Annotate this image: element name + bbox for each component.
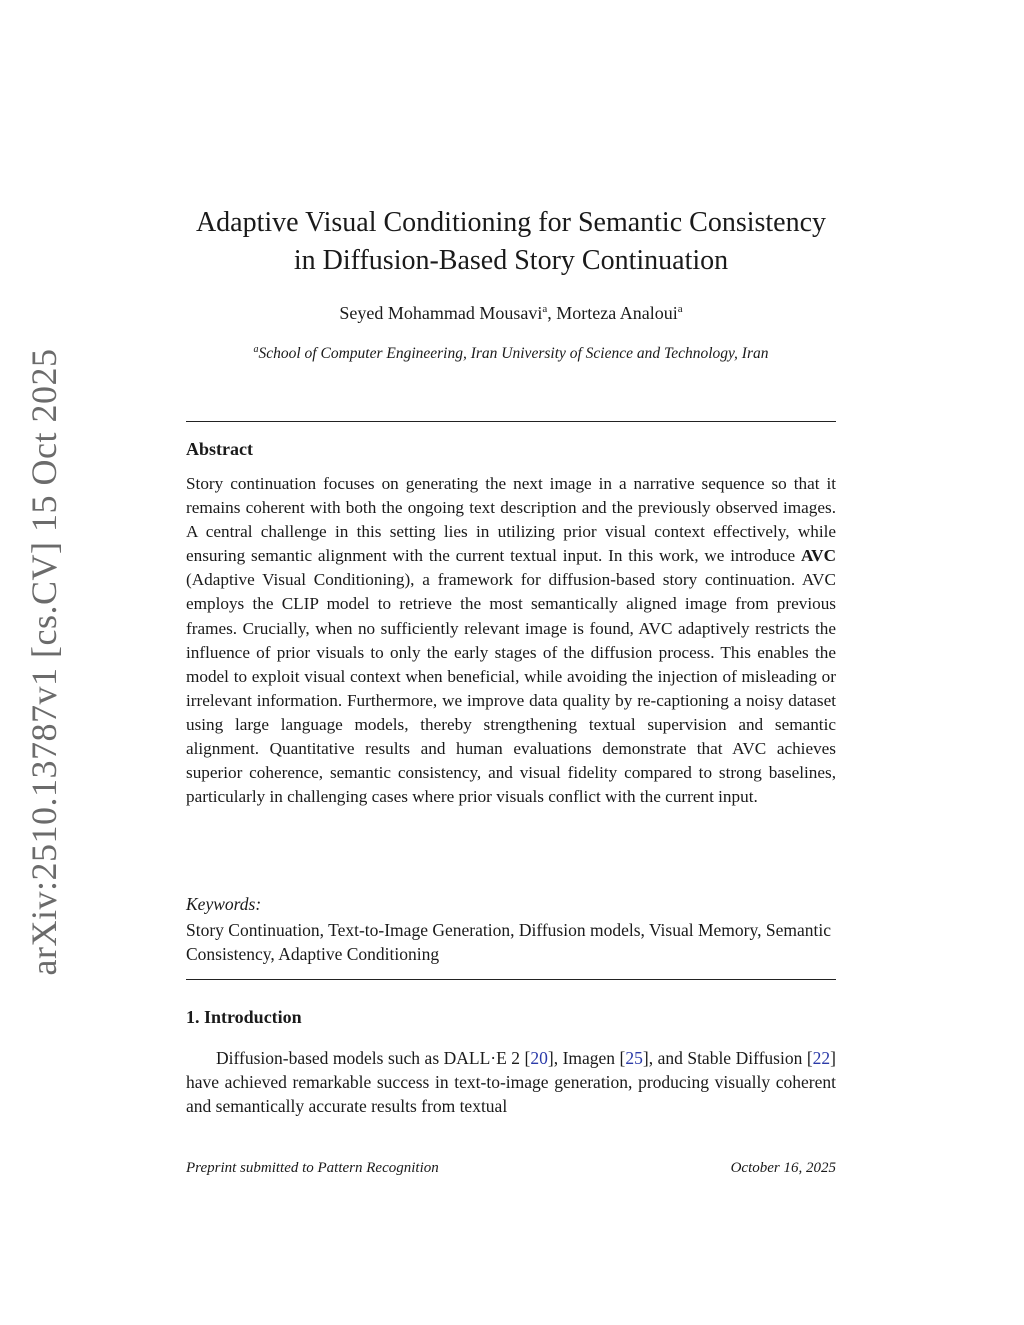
footer-date: October 16, 2025 [730,1160,836,1176]
paper-title [186,204,836,280]
author-name: Seyed Mohammad Mousavi [339,303,543,323]
affiliation-text: School of Computer Engineering, Iran University of Science and Technology, Iran [258,345,769,363]
section-heading: 1. Introduction [186,1007,302,1027]
affiliation-mark: a [542,303,548,315]
intro-text: ] have achieved remarkable success in text-to-image generation, producing visually coherent and semantically accurate results from textual [186,1048,836,1116]
abstract-text-part-2: (Adaptive Visual Conditioning), a framework for diffusion-based story continuation. AVC employs the CLIP model to retrieve the most semantically aligned image from previous frames. Crucially, when no sufficiently relevant image is found, AVC adaptively restricts the influence of prior visuals to only the early stages of the diffusion process. This enables the model to exploit visual context when beneficial, while avoiding the injection of misleading or irrelevant information. Furthermore, we improve data quality by re-captioning a noisy dataset using large language models, thereby strengthening textual supervision and semantic alignment. Quantitative results and human evaluations demonstrate that AVC achieves superior coherence, semantic consistency, and visual fidelity compared to strong baselines, particularly in challenging cases where prior visuals conflict with the current input. [186,570,836,807]
abstract-heading: Abstract [186,439,253,459]
abstract-text-part-1: Story continuation focuses on generating the next image in a narrative sequence so that it remains coherent with both the ongoing text description and the previously observed images. A central challenge in this setting lies in utilizing prior visual context effectively, while ensuring semantic alignment with the current textual input. In this work, we introduce [186,474,836,566]
arxiv-identifier: arXiv:2510.13787v1 [cs.CV] 15 Oct 2025 [24,348,64,976]
intro-text: ], Imagen [ [547,1048,626,1068]
keywords-label: Keywords: [186,894,262,914]
citation-link[interactable]: 22 [812,1048,831,1068]
abstract-body [186,472,836,809]
citation-link[interactable]: 20 [530,1048,548,1068]
citation-link[interactable]: 25 [625,1048,643,1068]
author-name: Morteza Analoui [556,303,678,323]
bottom-divider [186,979,836,980]
title-line-2: in Diffusion-Based Story Continuation [293,245,729,276]
affiliation-mark: a [677,303,683,315]
keywords-list: Story Continuation, Text-to-Image Generation, Diffusion models, Visual Memory, Semantic Consistency, Adaptive Conditioning [186,920,831,964]
author-separator: , [547,303,557,323]
title-line-1: Adaptive Visual Conditioning for Semantic Consistency [195,207,827,238]
footer-submission-note: Preprint submitted to Pattern Recognition [186,1160,439,1176]
intro-text: ], and Stable Diffusion [ [642,1048,813,1068]
affiliation-mark: a [253,344,259,355]
introduction-paragraph [186,1046,836,1118]
author-list [186,303,836,324]
affiliation [186,344,836,363]
top-divider [186,421,836,422]
abstract-bold-term: AVC [800,546,836,566]
intro-text: Diffusion-based models such as DALL·E 2 [ [216,1048,531,1068]
